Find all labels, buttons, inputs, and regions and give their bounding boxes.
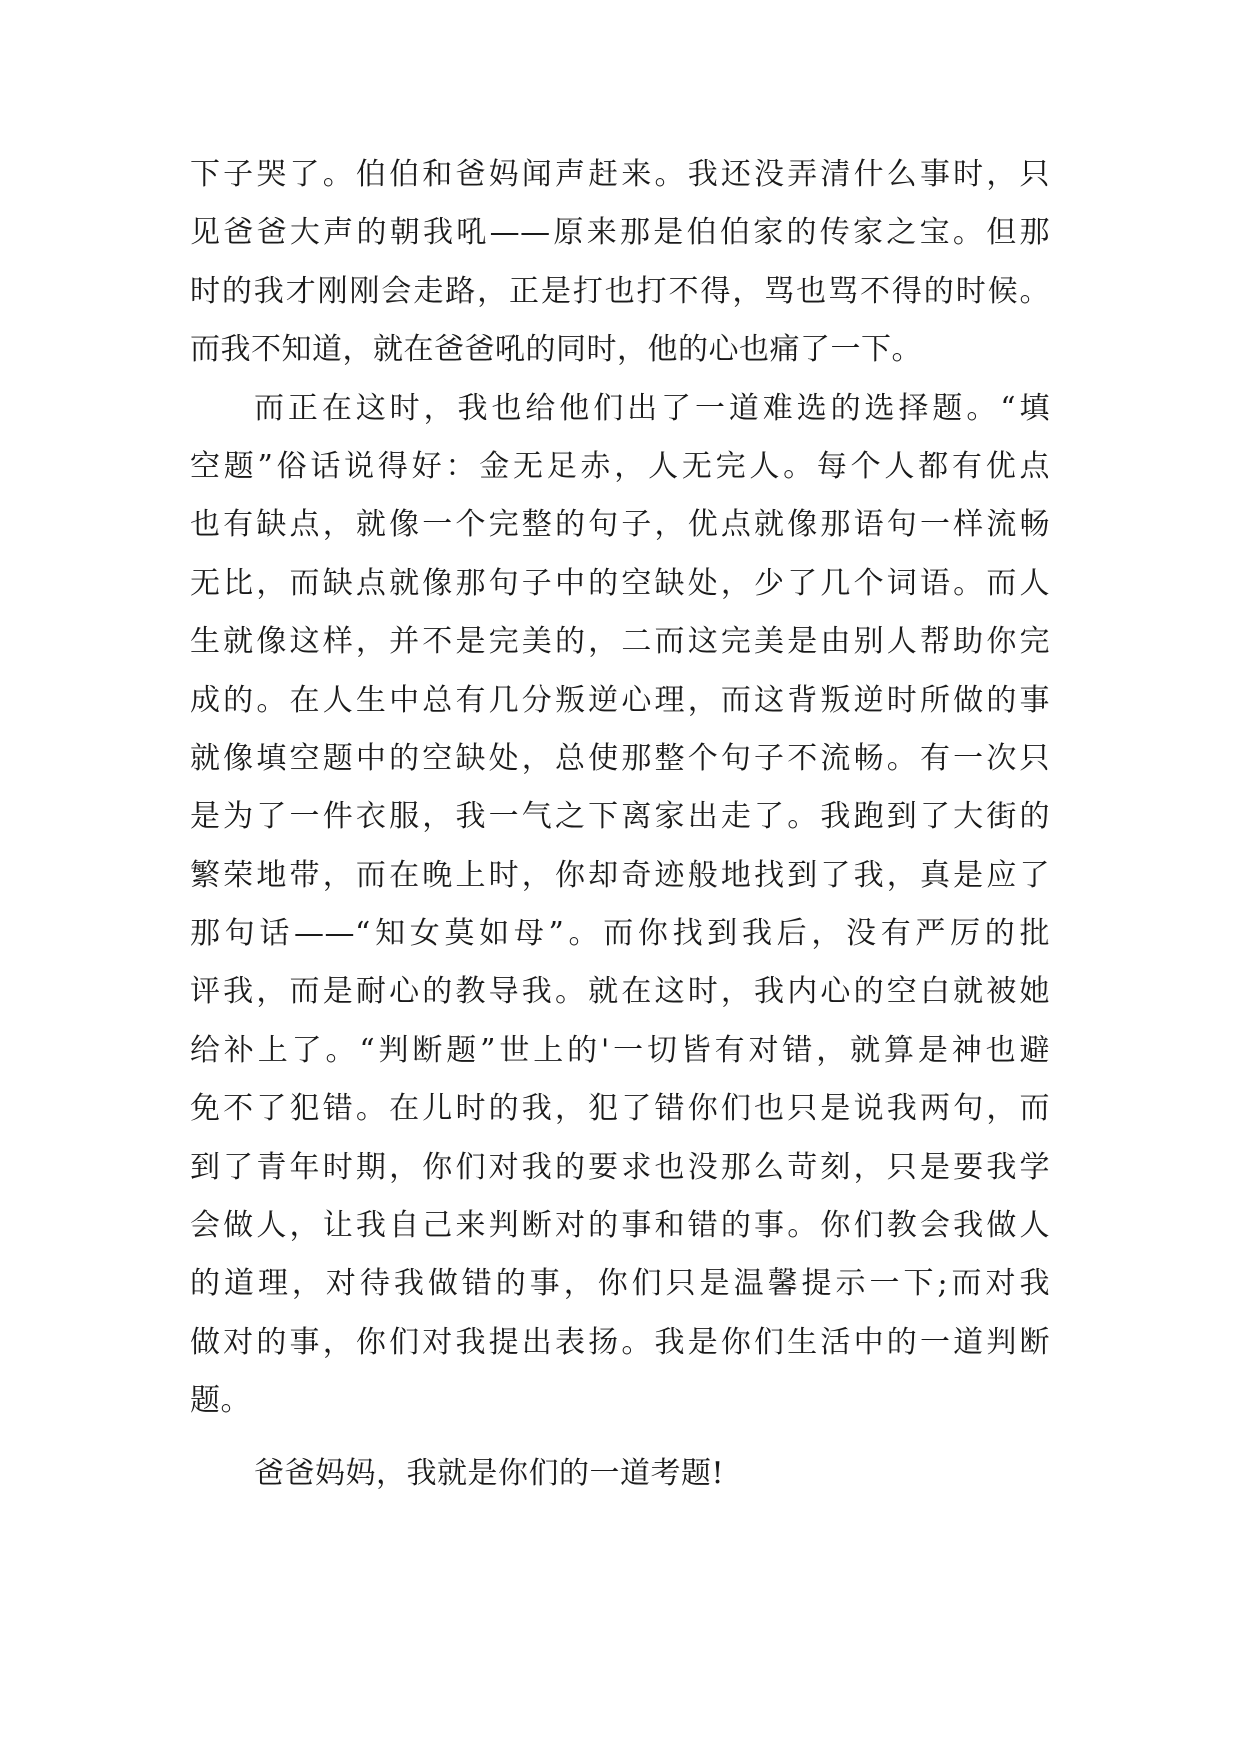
text-line: 生就像这样，并不是完美的，二而这完美是由别人帮助你完: [190, 624, 1050, 660]
text-line: 给补上了。“判断题”世上的'一切皆有对错，就算是神也避: [190, 1032, 1050, 1068]
text-line: 会做人，让我自己来判断对的事和错的事。你们教会我做人: [190, 1208, 1050, 1244]
text-line: 的道理，对待我做错的事，你们只是温馨提示一下;而对我: [190, 1266, 1050, 1302]
text-line: 题。: [190, 1383, 251, 1419]
text-line: 而正在这时，我也给他们出了一道难选的选择题。“填: [254, 390, 1050, 426]
paragraph: [190, 1445, 1050, 1503]
text-line: 免不了犯错。在儿时的我，犯了错你们也只是说我两句，而: [190, 1091, 1050, 1127]
text-line: 爸爸妈妈，我就是你们的一道考题!: [254, 1455, 725, 1491]
text-line: 那句话——“知女莫如母”。而你找到我后，没有严厉的批: [190, 916, 1050, 952]
text-line: 就像填空题中的空缺处，总使那整个句子不流畅。有一次只: [190, 740, 1050, 776]
text-line: 评我，而是耐心的教导我。就在这时，我内心的空白就被她: [190, 974, 1050, 1010]
text-line: 下子哭了。伯伯和爸妈闻声赶来。我还没弄清什么事时，只: [190, 157, 1050, 192]
text-line: 做对的事，你们对我提出表扬。我是你们生活中的一道判断: [190, 1324, 1050, 1360]
text-line: 繁荣地带，而在晚上时，你却奇迹般地找到了我，真是应了: [190, 857, 1050, 893]
text-line: 无比，而缺点就像那句子中的空缺处，少了几个词语。而人: [190, 565, 1050, 601]
text-line: 到了青年时期，你们对我的要求也没那么苛刻，只是要我学: [190, 1149, 1050, 1185]
paragraph: [190, 146, 1050, 380]
paragraph: [190, 380, 1050, 1431]
text-line: 空题”俗话说得好：金无足赤，人无完人。每个人都有优点: [190, 448, 1050, 484]
text-line: 见爸爸大声的朝我吼——原来那是伯伯家的传家之宝。但那: [190, 215, 1050, 251]
text-line: 时的我才刚刚会走路，正是打也打不得，骂也骂不得的时候。: [190, 273, 1050, 309]
text-line: 是为了一件衣服，我一气之下离家出走了。我跑到了大街的: [190, 799, 1050, 835]
text-line: 也有缺点，就像一个完整的句子，优点就像那语句一样流畅: [190, 507, 1050, 543]
text-line: 成的。在人生中总有几分叛逆心理，而这背叛逆时所做的事: [190, 682, 1050, 718]
paragraph-gap: [190, 1431, 1050, 1445]
essay-body: [190, 146, 1050, 1503]
text-line: 而我不知道，就在爸爸吼的同时，他的心也痛了一下。: [190, 332, 922, 368]
